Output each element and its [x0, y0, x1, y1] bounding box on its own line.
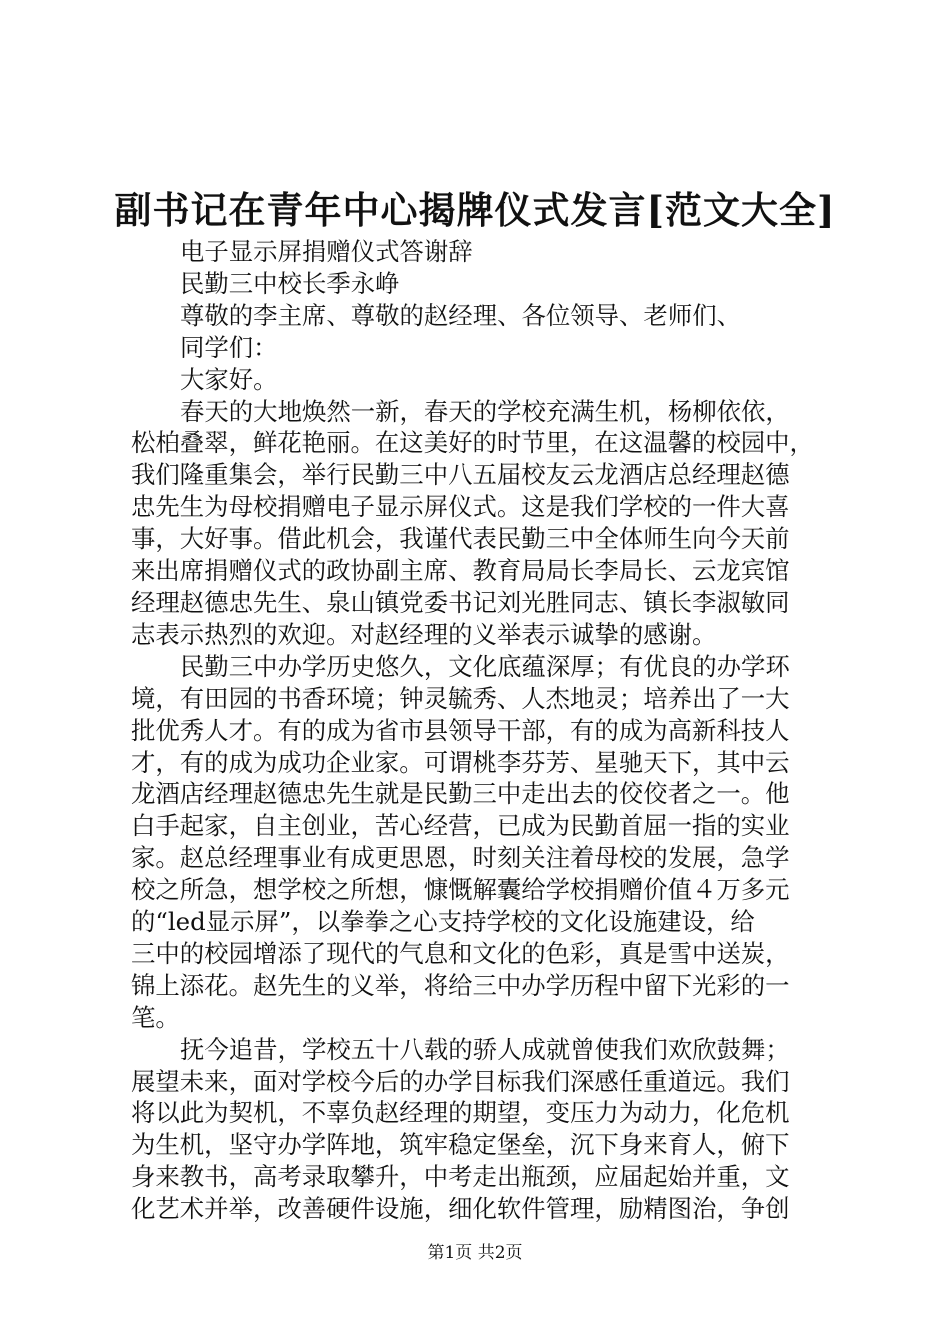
document-title: 副书记在青年中心揭牌仪式发言[范文大全]: [114, 188, 836, 232]
text-line: 事，大好事。借此机会，我谨代表民勤三中全体师生向今天前: [131, 524, 790, 554]
text-line: 抚今追昔，学校五十八载的骄人成就曾使我们欢欣鼓舞；: [180, 1034, 790, 1064]
text-line: 展望未来，面对学校今后的办学目标我们深感任重道远。我们: [131, 1066, 790, 1096]
text-line: 松柏叠翠，鲜花艳丽。在这美好的时节里，在这温馨的校园中，: [131, 428, 814, 458]
text-line: 三中的校园增添了现代的气息和文化的色彩，真是雪中送炭，: [131, 938, 790, 968]
text-line: 忠先生为母校捐赠电子显示屏仪式。这是我们学校的一件大喜: [131, 492, 790, 522]
text-line: 尊敬的李主席、尊敬的赵经理、各位领导、老师们、: [180, 300, 741, 330]
text-line: 电子显示屏捐赠仪式答谢辞: [180, 237, 473, 266]
text-line: 为生机，坚守办学阵地，筑牢稳定堡垒，沉下身来育人，俯下: [131, 1130, 790, 1160]
text-line: 大家好。: [180, 364, 278, 394]
text-line: 白手起家，自主创业，苦心经营，已成为民勤首屈一指的实业: [131, 811, 790, 841]
text-line: 身来教书，高考录取攀升，中考走出瓶颈，应届起始并重，文: [131, 1162, 790, 1192]
text-line: 同学们：: [180, 332, 278, 362]
text-line: 民勤三中办学历史悠久，文化底蕴深厚；有优良的办学环: [180, 651, 790, 681]
document-body: [131, 236, 831, 1225]
text-line: 境，有田园的书香环境；钟灵毓秀、人杰地灵；培养出了一大: [131, 683, 790, 713]
page-footer: 第1页 共2页: [427, 1243, 523, 1263]
text-line: 经理赵德忠先生、泉山镇党委书记刘光胜同志、镇长李淑敏同: [131, 587, 790, 617]
text-line: 校之所急，想学校之所想，慷慨解囊给学校捐赠价值４万多元: [131, 875, 790, 905]
text-line: 笔。: [131, 1002, 180, 1032]
text-line: 批优秀人才。有的成为省市县领导干部，有的成为高新科技人: [131, 715, 790, 745]
text-line: 将以此为契机，不辜负赵经理的期望，变压力为动力，化危机: [131, 1098, 790, 1128]
text-line: 我们隆重集会，举行民勤三中八五届校友云龙酒店总经理赵德: [131, 460, 790, 490]
text-line: 才，有的成为成功企业家。可谓桃李芬芳、星驰天下，其中云: [131, 747, 790, 777]
text-line: 家。赵总经理事业有成更思恩，时刻关注着母校的发展，急学: [131, 843, 790, 873]
text-line: 化艺术并举，改善硬件设施，细化软件管理，励精图治，争创: [131, 1194, 790, 1224]
text-line: 来出席捐赠仪式的政协副主席、教育局局长李局长、云龙宾馆: [131, 556, 790, 586]
text-line: 志表示热烈的欢迎。对赵经理的义举表示诚挚的感谢。: [131, 619, 717, 649]
text-line: 锦上添花。赵先生的义举，将给三中办学历程中留下光彩的一: [131, 970, 790, 1000]
text-line: 民勤三中校长季永峥: [180, 268, 400, 298]
text-line: 龙酒店经理赵德忠先生就是民勤三中走出去的佼佼者之一。他: [131, 779, 790, 809]
text-line: 春天的大地焕然一新，春天的学校充满生机，杨柳依依，: [180, 396, 790, 426]
text-line: 的“led显示屏”，以拳拳之心支持学校的文化设施建设，给: [131, 907, 755, 937]
